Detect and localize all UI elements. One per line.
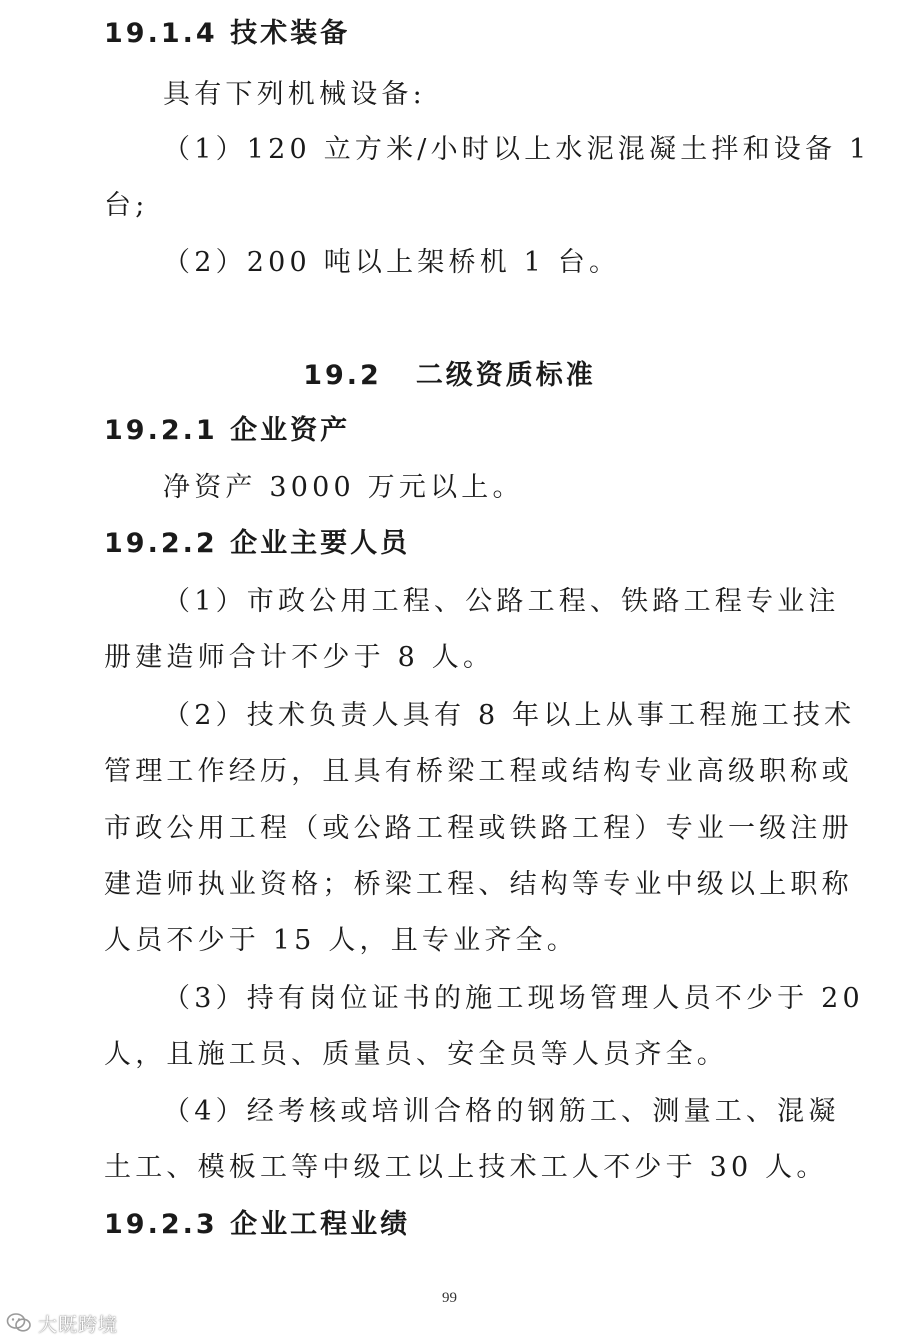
equipment-item-1-line-2: 台; [104,190,149,221]
watermark-text: 大既跨境 [38,1313,119,1336]
equipment-intro: 具有下列机械设备: [163,79,426,110]
personnel-item-4-line-1: （4）经考核或培训合格的钢筋工、测量工、混凝 [163,1096,840,1127]
section-heading-19-2 [0,356,899,396]
watermark [6,1311,118,1335]
section-title: 企业资产 [230,415,351,446]
section-number: 19.1.4 [104,18,218,49]
wechat-logo-icon [6,1312,32,1334]
personnel-item-3-line-1: （3）持有岗位证书的施工现场管理人员不少于 20 [163,983,864,1014]
section-number: 19.2.1 [104,415,218,446]
net-assets-text: 净资产 3000 万元以上。 [163,472,524,503]
personnel-item-1-line-2: 册建造师合计不少于 8 人。 [104,642,495,673]
section-heading-19-2-2 [104,524,410,564]
section-number: 19.2 [303,360,382,391]
section-number: 19.2.2 [104,528,218,559]
personnel-item-4-line-2: 土工、模板工等中级工以上技术工人不少于 30 人。 [104,1152,828,1183]
section-heading-19-1-4 [104,14,350,54]
equipment-item-2: （2）200 吨以上架桥机 1 台。 [163,247,621,278]
equipment-item-1-line-1: （1）120 立方米/小时以上水泥混凝土拌和设备 1 [163,134,871,165]
section-heading-19-2-3 [104,1205,410,1245]
section-title: 技术装备 [230,18,351,49]
personnel-item-2-line-4: 建造师执业资格；桥梁工程、结构等专业中级以上职称 [104,869,853,900]
personnel-item-2-line-2: 管理工作经历，且具有桥梁工程或结构专业高级职称或 [104,756,853,787]
personnel-item-1-line-1: （1）市政公用工程、公路工程、铁路工程专业注 [163,586,840,617]
section-title: 二级资质标准 [415,360,596,391]
personnel-item-2-line-1: （2）技术负责人具有 8 年以上从事工程施工技术 [163,700,856,731]
section-title: 企业工程业绩 [230,1209,411,1240]
personnel-item-3-line-2: 人，且施工员、质量员、安全员等人员齐全。 [104,1039,728,1070]
personnel-item-2-line-3: 市政公用工程（或公路工程或铁路工程）专业一级注册 [104,813,853,844]
personnel-item-2-line-5: 人员不少于 15 人，且专业齐全。 [104,925,578,956]
section-number: 19.2.3 [104,1209,218,1240]
section-heading-19-2-1 [104,411,350,451]
section-title: 企业主要人员 [230,528,411,559]
page-number: 99 [442,1290,457,1306]
